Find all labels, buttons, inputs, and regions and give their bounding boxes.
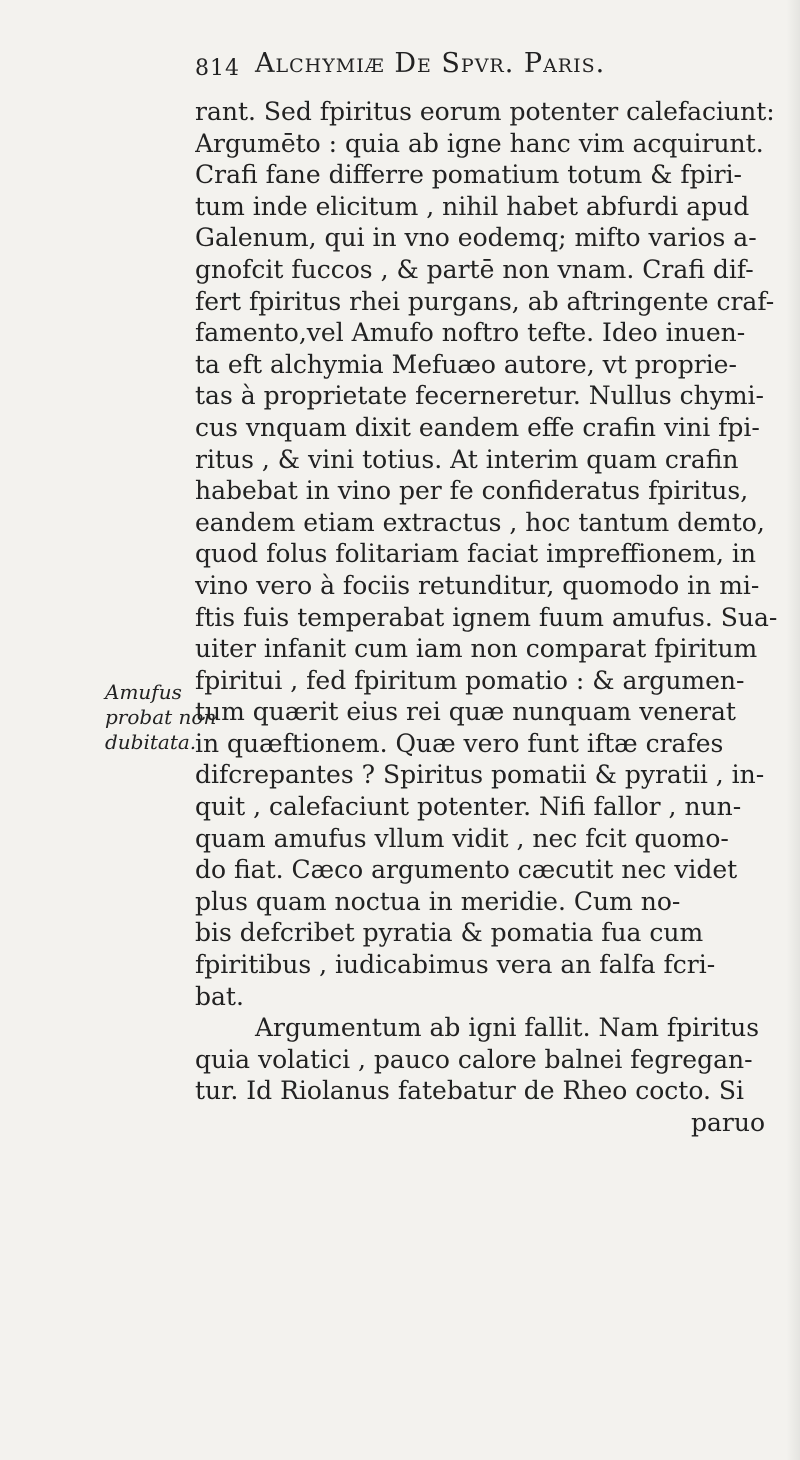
margin-note-line: probat non — [105, 705, 217, 729]
text-line: rant. Sed fpiritus eorum potenter calefaciunt: — [195, 97, 775, 126]
text-line: quia volatici , pauco calore balnei fegregan- — [195, 1044, 753, 1074]
page-edge-shadow — [786, 0, 800, 1460]
margin-note-line: dubitata. — [105, 730, 197, 754]
text-line: tum quærit eius rei quæ nunquam venerat — [195, 697, 736, 727]
text-line: eandem etiam extractus , hoc tantum demto, — [195, 507, 765, 537]
text-line: vino vero à fociis retunditur, quomodo in mi- — [195, 570, 760, 600]
text-line: gnofcit fuccos , & partē non vnam. Crafi dif- — [195, 254, 754, 284]
text-line: tum inde elicitum , nihil habet abfurdi apud — [195, 191, 750, 221]
text-line: Galenum, qui in vno eodemq; mifto varios a- — [195, 223, 757, 253]
text-line: quod folus folitariam faciat impreffionem, in — [195, 539, 756, 569]
running-title: Alchymiæ De Spvr. Paris. — [255, 48, 606, 79]
margin-note-line: Amufus — [105, 680, 182, 704]
text-line: bis defcribet pyratia & pomatia fua cum — [195, 918, 704, 948]
text-line: habebat in vino per fe confideratus fpiritus, — [195, 476, 749, 506]
text-line: bat. — [195, 981, 244, 1011]
text-line: do fiat. Cæco argumento cæcutit nec videt — [195, 855, 738, 885]
margin-note — [105, 680, 217, 755]
text-line: uiter infanit cum iam non comparat fpiritum — [195, 634, 758, 664]
text-line: Crafi fane differre pomatium totum & fpiri- — [195, 160, 743, 190]
text-line: Argumēto : quia ab igne hanc vim acquirunt. — [195, 128, 764, 158]
text-line: quam amufus vllum vidit , nec fcit quomo- — [195, 823, 729, 853]
text-line: ta eft alchymia Mefuæo autore, vt proprie- — [195, 349, 737, 379]
page-number: 814 — [195, 56, 240, 81]
text-line: difcrepantes ? Spiritus pomatii & pyratii , in- — [195, 760, 765, 790]
catchword: paruo — [690, 1108, 765, 1137]
text-line: plus quam noctua in meridie. Cum no- — [195, 886, 681, 916]
text-line: tas à proprietate fecerneretur. Nullus chymi- — [195, 381, 764, 411]
text-line: fpiritui , fed fpiritum pomatio : & argumen- — [195, 665, 745, 695]
body-text — [195, 96, 785, 1139]
text-line: in quæftionem. Quæ vero funt iftæ crafes — [195, 728, 724, 758]
text-line: fpiritibus , iudicabimus vera an falfa fcri- — [195, 950, 716, 980]
text-line: cus vnquam dixit eandem effe crafin vini fpi- — [195, 412, 760, 442]
text-line: fert fpiritus rhei purgans, ab aftringente craf- — [195, 286, 775, 316]
text-line: quit , calefaciunt potenter. Nifi fallor , nun- — [195, 792, 742, 822]
page-header — [195, 48, 715, 92]
text-line: ftis fuis temperabat ignem fuum amufus. Sua- — [195, 602, 778, 632]
text-line: tur. Id Riolanus fatebatur de Rheo cocto. Si — [195, 1076, 744, 1106]
text-line: famento,vel Amufo noftro tefte. Ideo inuen- — [195, 318, 746, 348]
text-line: Argumentum ab igni fallit. Nam fpiritus — [255, 1013, 760, 1043]
text-line: ritus , & vini totius. At interim quam crafin — [195, 444, 739, 474]
